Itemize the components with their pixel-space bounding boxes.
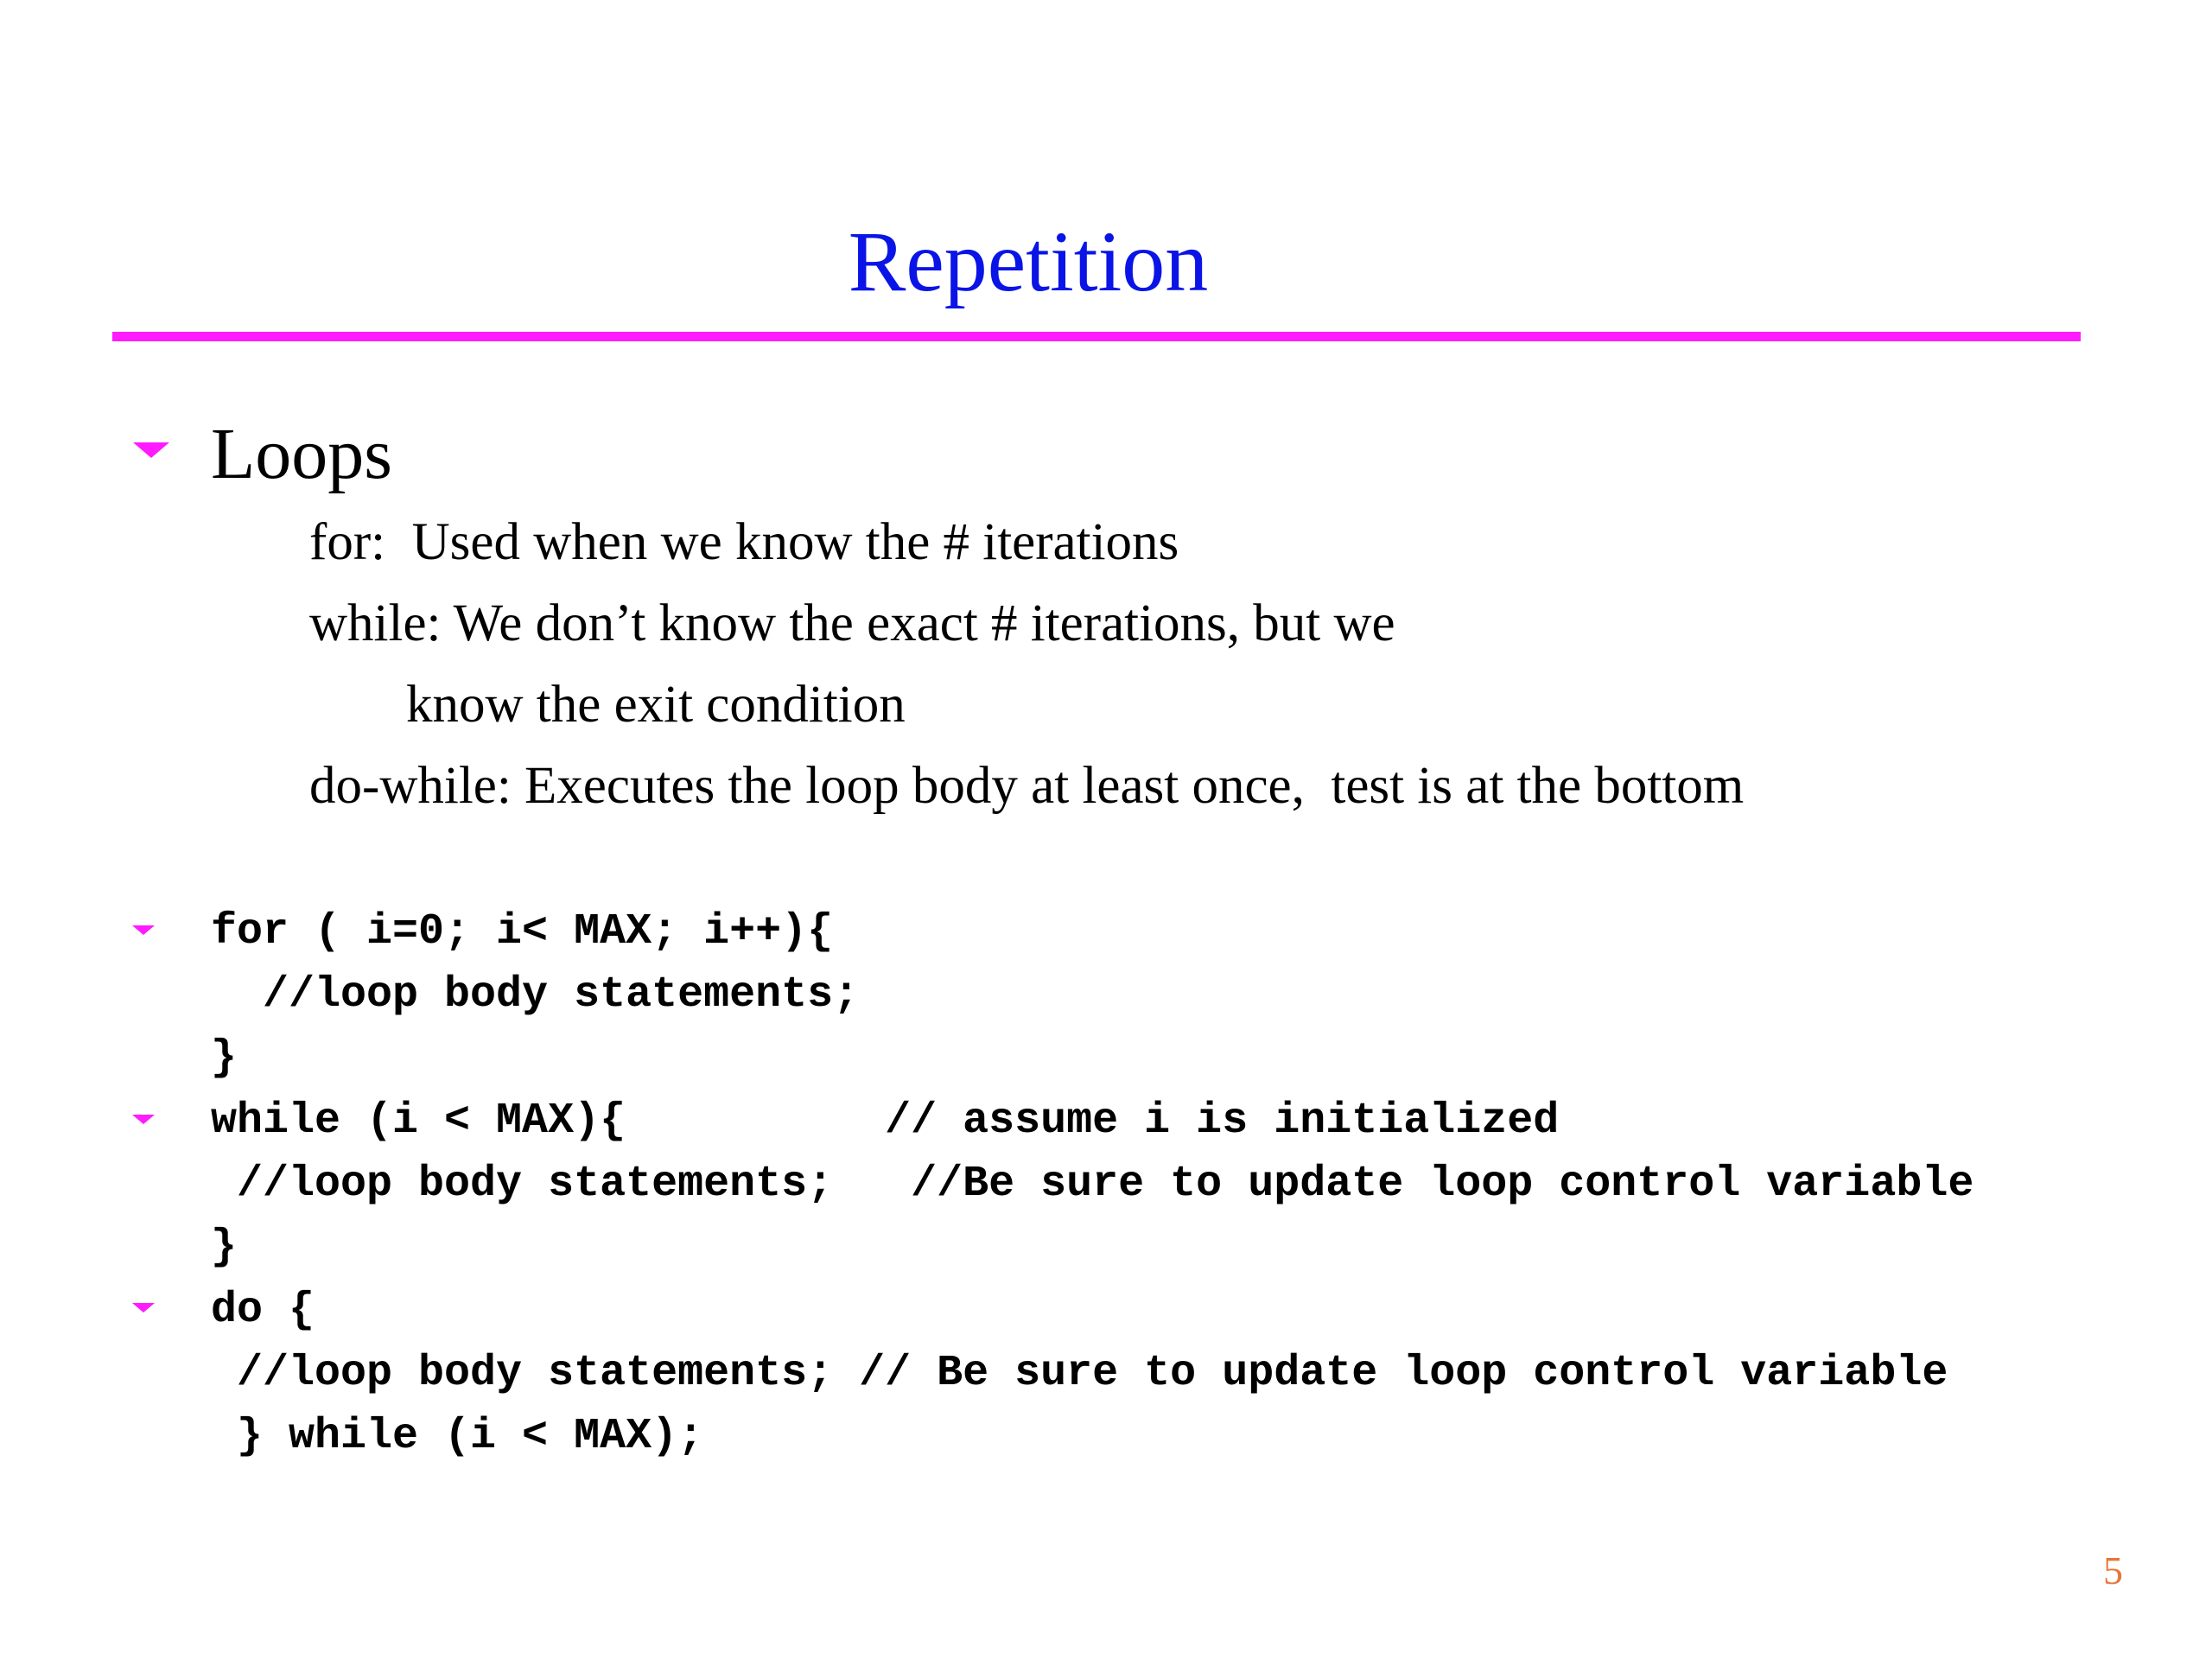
code-do-line-3: } while (i < MAX); [211,1412,704,1461]
loops-line-do-while: do-while: Executes the loop body at least once, test is at the bottom [309,757,1745,815]
loops-line-for: for: Used when we know the # iterations [309,513,1179,571]
code-for-line-1: for ( i=0; i< MAX; i++){ [211,907,834,957]
code-for-line-3: } [211,1033,238,1083]
triangle-down-bullet-icon [132,925,155,935]
triangle-down-bullet-icon [132,1115,155,1124]
title-underline-rule [112,332,2081,341]
page-number: 5 [2103,1548,2123,1592]
triangle-down-bullet-icon [132,1303,155,1313]
code-for-line-2: //loop body statements; [211,970,860,1020]
slide-title: Repetition [848,213,1209,309]
code-do-line-1: do { [211,1286,315,1335]
code-while-line-3: } [211,1223,238,1272]
triangle-down-bullet-icon [133,442,169,458]
code-do-line-2: //loop body statements; // Be sure to update loop control variable [211,1349,1948,1398]
loops-line-while: while: We don’t know the exact # iterations, but we [309,594,1395,652]
loops-line-while-continued: know the exit condition [406,676,906,734]
code-while-line-2: //loop body statements; //Be sure to update loop control variable [211,1160,1974,1209]
loops-heading: Loops [211,414,392,494]
code-while-line-1: while (i < MAX){ // assume i is initialized [211,1096,1560,1146]
